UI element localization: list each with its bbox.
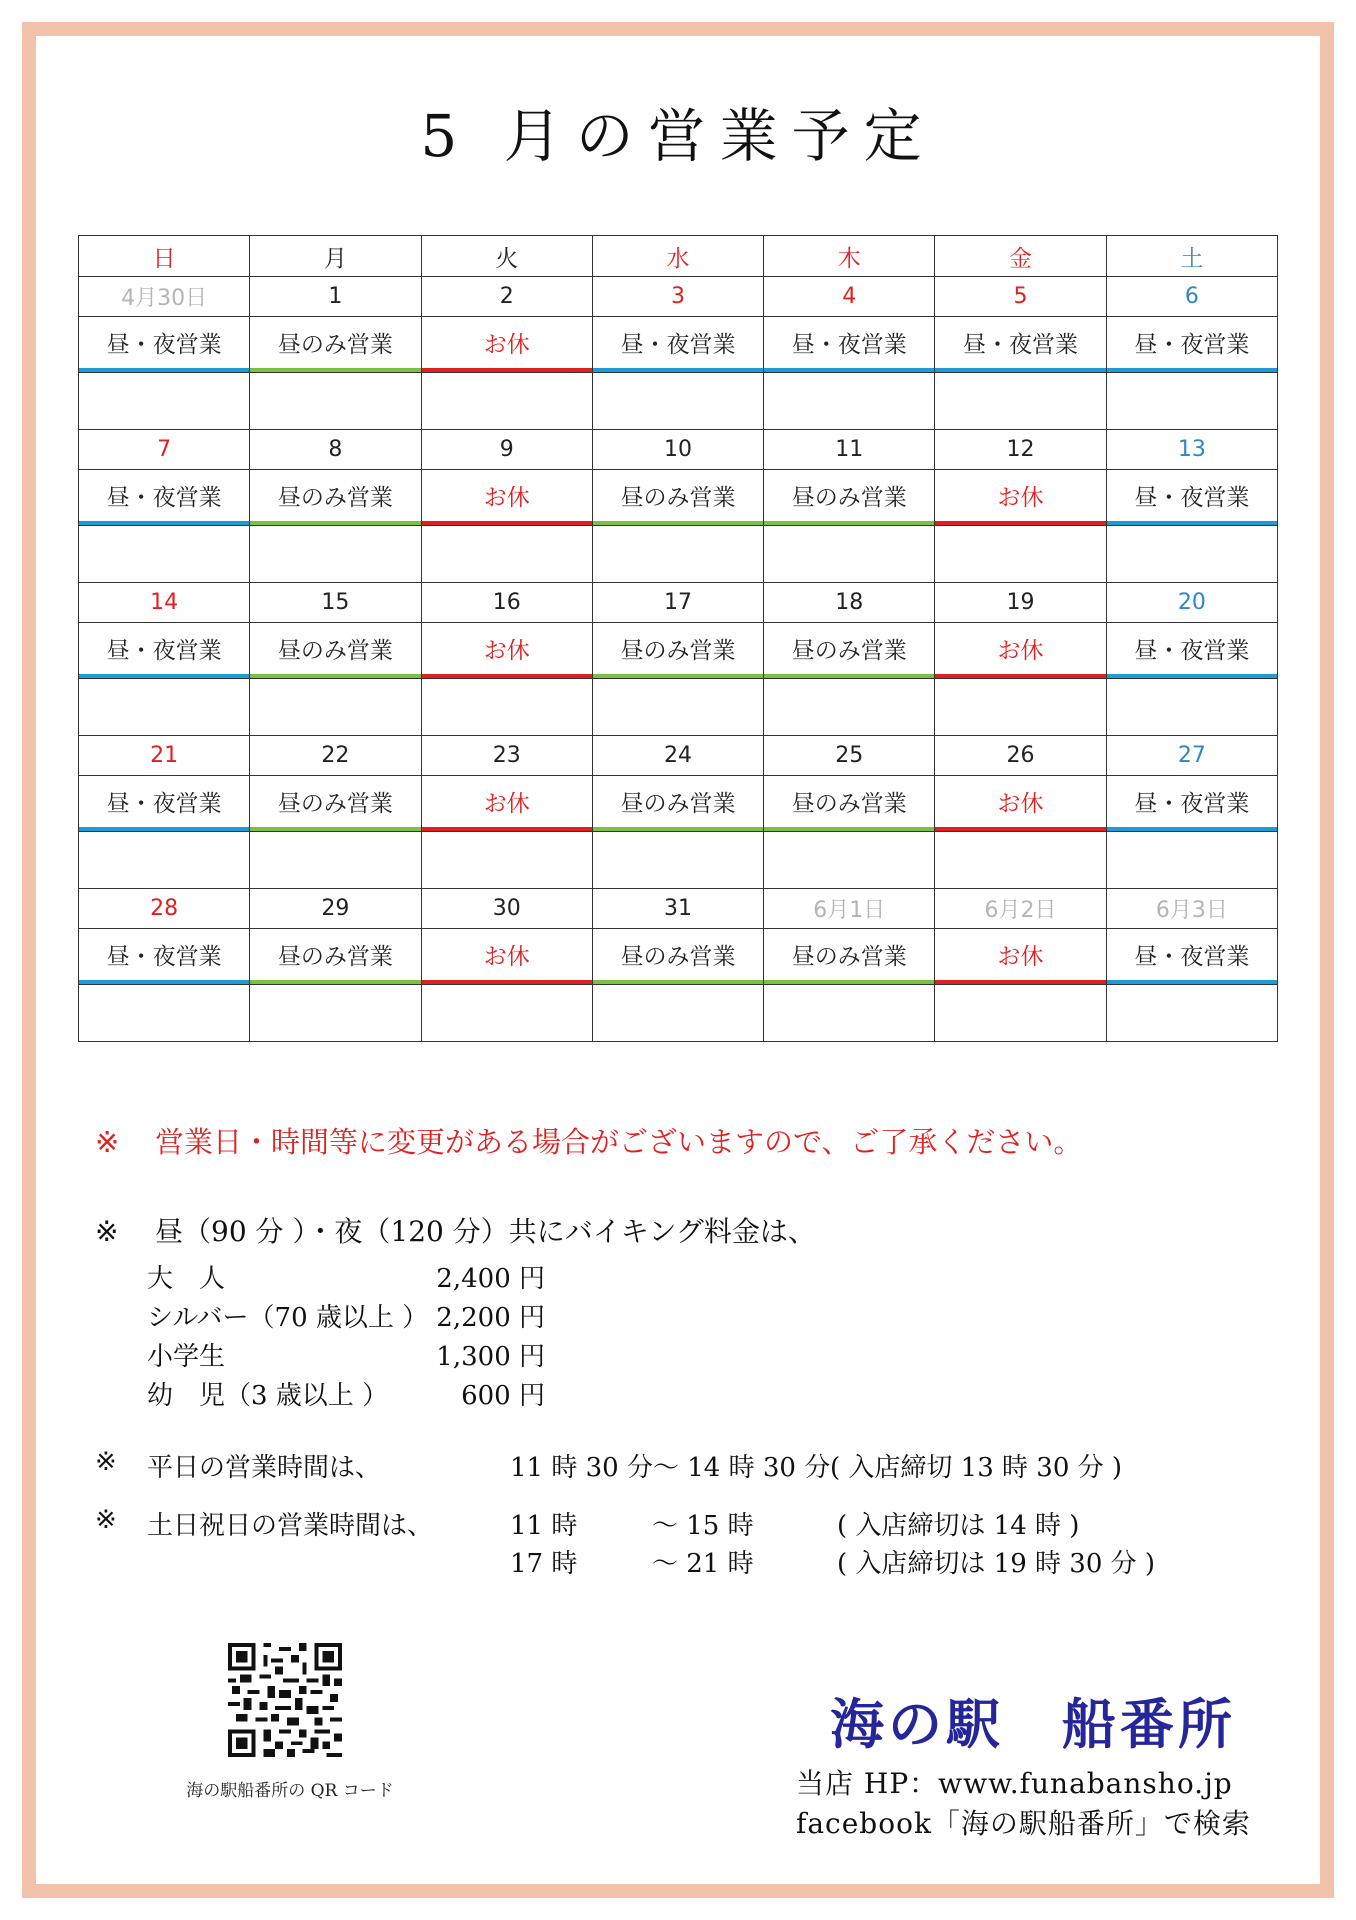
blank-cell — [592, 373, 763, 430]
blank-cell — [250, 526, 421, 583]
status-bar — [250, 368, 420, 372]
status-label: 昼のみ営業 — [791, 637, 907, 664]
status-label: 昼のみ営業 — [791, 943, 907, 970]
weekday-hours-note: ( 入店締切 13 時 30 分 ) — [830, 1453, 1123, 1483]
blank-cell — [1106, 985, 1277, 1042]
blank-cell — [421, 985, 592, 1042]
status-cell — [250, 623, 421, 679]
date-cell: 1 — [250, 277, 421, 317]
blank-cell — [764, 526, 935, 583]
weekday-header: 日 — [79, 236, 250, 277]
weekend-slot1-start: 11 時 — [510, 1511, 578, 1541]
price-value: 2,200 円 — [436, 1303, 545, 1333]
date-cell: 7 — [79, 430, 250, 470]
date-cell: 29 — [250, 889, 421, 929]
status-cell — [764, 623, 935, 679]
status-bar — [79, 980, 249, 984]
status-bar — [79, 827, 249, 831]
status-bar — [764, 521, 934, 525]
status-cell — [250, 776, 421, 832]
date-cell: 16 — [421, 583, 592, 623]
date-cell: 21 — [79, 736, 250, 776]
price-label: シルバー（70 歳以上 ） — [147, 1303, 429, 1333]
status-row — [79, 317, 1278, 373]
blank-cell — [764, 985, 935, 1042]
status-cell — [1106, 929, 1277, 985]
status-bar — [422, 368, 592, 372]
status-bar — [935, 368, 1105, 372]
status-bar — [79, 521, 249, 525]
date-cell: 5 — [935, 277, 1106, 317]
status-bar — [764, 980, 934, 984]
status-cell — [1106, 776, 1277, 832]
blank-cell — [935, 526, 1106, 583]
brand-logo-text: 海の駅 船番所 — [830, 1692, 1236, 1756]
blank-cell — [764, 832, 935, 889]
blank-cell — [421, 373, 592, 430]
blank-cell — [421, 832, 592, 889]
status-label: 昼のみ営業 — [277, 331, 393, 358]
status-cell — [421, 317, 592, 373]
status-cell — [935, 776, 1106, 832]
status-bar — [79, 368, 249, 372]
status-bar — [593, 521, 763, 525]
date-cell: 10 — [592, 430, 763, 470]
status-cell — [79, 317, 250, 373]
qr-caption: 海の駅船番所の QR コード — [186, 1781, 394, 1801]
status-bar — [935, 674, 1105, 678]
status-label: 昼・夜営業 — [1134, 331, 1250, 358]
status-label: 昼のみ営業 — [620, 790, 736, 817]
status-cell — [421, 470, 592, 526]
date-row — [79, 583, 1278, 623]
status-cell — [592, 470, 763, 526]
date-cell: 6月1日 — [764, 889, 935, 929]
price-value: 600 円 — [461, 1381, 545, 1411]
blank-cell — [250, 832, 421, 889]
price-heading: 昼（90 分 ）・夜（120 分）共にバイキング料金は、 — [155, 1215, 816, 1248]
status-bar — [250, 674, 420, 678]
status-cell — [592, 929, 763, 985]
hours-section — [95, 1447, 1245, 1587]
status-cell — [79, 776, 250, 832]
weekend-slot2-end: ～ 21 時 — [652, 1549, 754, 1579]
status-label: お休 — [997, 790, 1044, 817]
weekday-header: 水 — [592, 236, 763, 277]
status-label: お休 — [997, 943, 1044, 970]
status-bar — [1107, 368, 1277, 372]
weekend-slot2-start: 17 時 — [510, 1549, 578, 1579]
blank-cell — [1106, 679, 1277, 736]
date-row — [79, 889, 1278, 929]
blank-cell — [250, 679, 421, 736]
weekend-slot1-end: ～ 15 時 — [652, 1511, 754, 1541]
blank-cell — [79, 526, 250, 583]
date-row — [79, 430, 1278, 470]
date-cell: 20 — [1106, 583, 1277, 623]
facebook-text: facebook「海の駅船番所」で検索 — [796, 1807, 1251, 1840]
status-cell — [935, 623, 1106, 679]
status-label: 昼のみ営業 — [791, 790, 907, 817]
status-cell — [79, 470, 250, 526]
blank-cell — [935, 985, 1106, 1042]
price-value: 2,400 円 — [436, 1264, 545, 1294]
homepage-text: 当店 HP：www.funabansho.jp — [796, 1767, 1233, 1800]
status-label: 昼のみ営業 — [277, 484, 393, 511]
status-label: 昼・夜営業 — [1134, 790, 1250, 817]
date-cell: 30 — [421, 889, 592, 929]
price-row — [95, 1336, 816, 1375]
status-bar — [250, 827, 420, 831]
blank-cell — [79, 679, 250, 736]
date-cell: 26 — [935, 736, 1106, 776]
status-label: 昼・夜営業 — [1134, 484, 1250, 511]
date-cell: 11 — [764, 430, 935, 470]
status-cell — [421, 929, 592, 985]
date-cell: 2 — [421, 277, 592, 317]
blank-row — [79, 679, 1278, 736]
notice-text: 営業日・時間等に変更がある場合がございますので、ご了承ください。 — [155, 1125, 1083, 1159]
date-row — [79, 277, 1278, 317]
blank-cell — [79, 832, 250, 889]
price-row — [95, 1297, 816, 1336]
status-label: 昼・夜営業 — [791, 331, 907, 358]
status-cell — [421, 776, 592, 832]
status-bar — [422, 980, 592, 984]
status-bar — [935, 521, 1105, 525]
weekday-header: 土 — [1106, 236, 1277, 277]
date-row — [79, 736, 1278, 776]
price-section — [95, 1210, 816, 1414]
date-cell: 14 — [79, 583, 250, 623]
date-cell: 6月2日 — [935, 889, 1106, 929]
status-cell — [421, 623, 592, 679]
status-cell — [935, 470, 1106, 526]
status-cell — [79, 623, 250, 679]
date-cell: 12 — [935, 430, 1106, 470]
status-cell — [1106, 623, 1277, 679]
date-cell: 6 — [1106, 277, 1277, 317]
status-label: 昼・夜営業 — [106, 331, 222, 358]
status-bar — [422, 827, 592, 831]
date-cell: 25 — [764, 736, 935, 776]
weekday-header: 金 — [935, 236, 1106, 277]
date-cell: 31 — [592, 889, 763, 929]
status-bar — [1107, 674, 1277, 678]
status-bar — [935, 980, 1105, 984]
status-cell — [935, 929, 1106, 985]
date-cell: 9 — [421, 430, 592, 470]
status-bar — [1107, 980, 1277, 984]
blank-cell — [592, 985, 763, 1042]
status-bar — [764, 827, 934, 831]
blank-cell — [764, 679, 935, 736]
status-label: 昼・夜営業 — [1134, 943, 1250, 970]
status-label: 昼のみ営業 — [277, 637, 393, 664]
blank-cell — [1106, 832, 1277, 889]
date-cell: 4 — [764, 277, 935, 317]
weekend-mark: ※ — [95, 1505, 117, 1535]
status-cell — [935, 317, 1106, 373]
status-label: 昼のみ営業 — [277, 790, 393, 817]
status-bar — [764, 674, 934, 678]
status-bar — [79, 674, 249, 678]
weekday-header-row — [79, 236, 1278, 277]
date-cell: 4月30日 — [79, 277, 250, 317]
weekend-hours-label: 土日祝日の営業時間は、 — [147, 1511, 434, 1541]
status-cell — [592, 776, 763, 832]
status-label: 昼のみ営業 — [791, 484, 907, 511]
date-cell: 27 — [1106, 736, 1277, 776]
price-row — [95, 1258, 816, 1297]
date-cell: 23 — [421, 736, 592, 776]
date-cell: 3 — [592, 277, 763, 317]
date-cell: 19 — [935, 583, 1106, 623]
status-bar — [422, 521, 592, 525]
status-bar — [1107, 521, 1277, 525]
status-row — [79, 776, 1278, 832]
status-cell — [79, 929, 250, 985]
date-cell: 15 — [250, 583, 421, 623]
weekday-header: 木 — [764, 236, 935, 277]
blank-cell — [592, 679, 763, 736]
status-label: 昼・夜営業 — [106, 637, 222, 664]
blank-cell — [592, 832, 763, 889]
date-cell: 18 — [764, 583, 935, 623]
page-title: 5 月の営業予定 — [420, 102, 936, 170]
calendar-table — [78, 235, 1278, 1042]
status-bar — [935, 827, 1105, 831]
weekday-hours-time: 11 時 30 分～ 14 時 30 分 — [510, 1453, 831, 1483]
status-label: 昼のみ営業 — [620, 637, 736, 664]
status-bar — [250, 980, 420, 984]
blank-cell — [250, 373, 421, 430]
weekend-slot2-note: ( 入店締切は 19 時 30 分 ) — [837, 1549, 1156, 1579]
date-cell: 17 — [592, 583, 763, 623]
date-cell: 13 — [1106, 430, 1277, 470]
blank-cell — [79, 373, 250, 430]
notice-mark: ※ — [95, 1125, 120, 1159]
status-cell — [764, 776, 935, 832]
status-row — [79, 470, 1278, 526]
status-label: 昼のみ営業 — [277, 943, 393, 970]
blank-row — [79, 985, 1278, 1042]
status-label: 昼・夜営業 — [106, 943, 222, 970]
status-label: お休 — [483, 331, 530, 358]
price-value: 1,300 円 — [436, 1342, 545, 1372]
status-bar — [593, 368, 763, 372]
blank-row — [79, 526, 1278, 583]
date-cell: 8 — [250, 430, 421, 470]
blank-cell — [421, 526, 592, 583]
blank-row — [79, 373, 1278, 430]
date-cell: 22 — [250, 736, 421, 776]
blank-cell — [1106, 526, 1277, 583]
status-label: 昼・夜営業 — [106, 484, 222, 511]
status-cell — [764, 929, 935, 985]
status-label: 昼のみ営業 — [620, 484, 736, 511]
status-cell — [1106, 470, 1277, 526]
blank-cell — [79, 985, 250, 1042]
status-cell — [592, 623, 763, 679]
status-label: お休 — [483, 484, 530, 511]
blank-cell — [421, 679, 592, 736]
weekday-hours-label: 平日の営業時間は、 — [147, 1453, 382, 1483]
blank-cell — [250, 985, 421, 1042]
status-bar — [593, 674, 763, 678]
blank-cell — [592, 526, 763, 583]
status-cell — [250, 929, 421, 985]
weekday-mark: ※ — [95, 1447, 117, 1477]
status-bar — [764, 368, 934, 372]
date-cell: 24 — [592, 736, 763, 776]
status-label: お休 — [997, 484, 1044, 511]
status-label: お休 — [483, 637, 530, 664]
status-cell — [250, 317, 421, 373]
status-label: 昼のみ営業 — [620, 943, 736, 970]
date-cell: 6月3日 — [1106, 889, 1277, 929]
status-label: お休 — [483, 943, 530, 970]
calendar-body — [79, 277, 1278, 1042]
price-label: 小学生 — [147, 1342, 226, 1372]
status-cell — [250, 470, 421, 526]
blank-cell — [1106, 373, 1277, 430]
weekend-slot1-note: ( 入店締切は 14 時 ) — [837, 1511, 1080, 1541]
status-bar — [1107, 827, 1277, 831]
blank-cell — [935, 832, 1106, 889]
status-cell — [764, 317, 935, 373]
status-cell — [592, 317, 763, 373]
blank-cell — [935, 679, 1106, 736]
status-bar — [422, 674, 592, 678]
status-row — [79, 929, 1278, 985]
status-label: お休 — [483, 790, 530, 817]
status-label: 昼・夜営業 — [106, 790, 222, 817]
status-label: お休 — [997, 637, 1044, 664]
blank-cell — [935, 373, 1106, 430]
status-label: 昼・夜営業 — [620, 331, 736, 358]
blank-cell — [764, 373, 935, 430]
status-label: 昼・夜営業 — [1134, 637, 1250, 664]
blank-row — [79, 832, 1278, 889]
status-cell — [764, 470, 935, 526]
change-notice — [95, 1120, 1082, 1161]
weekday-header: 火 — [421, 236, 592, 277]
status-cell — [1106, 317, 1277, 373]
price-row — [95, 1375, 816, 1414]
price-mark: ※ — [95, 1215, 119, 1248]
status-bar — [593, 980, 763, 984]
qr-code-icon — [228, 1643, 342, 1757]
price-label: 大 人 — [147, 1264, 226, 1294]
date-cell: 28 — [79, 889, 250, 929]
status-bar — [593, 827, 763, 831]
status-bar — [250, 521, 420, 525]
status-label: 昼・夜営業 — [963, 331, 1079, 358]
price-label: 幼 児（3 歳以上 ） — [147, 1381, 389, 1411]
weekday-header: 月 — [250, 236, 421, 277]
status-row — [79, 623, 1278, 679]
